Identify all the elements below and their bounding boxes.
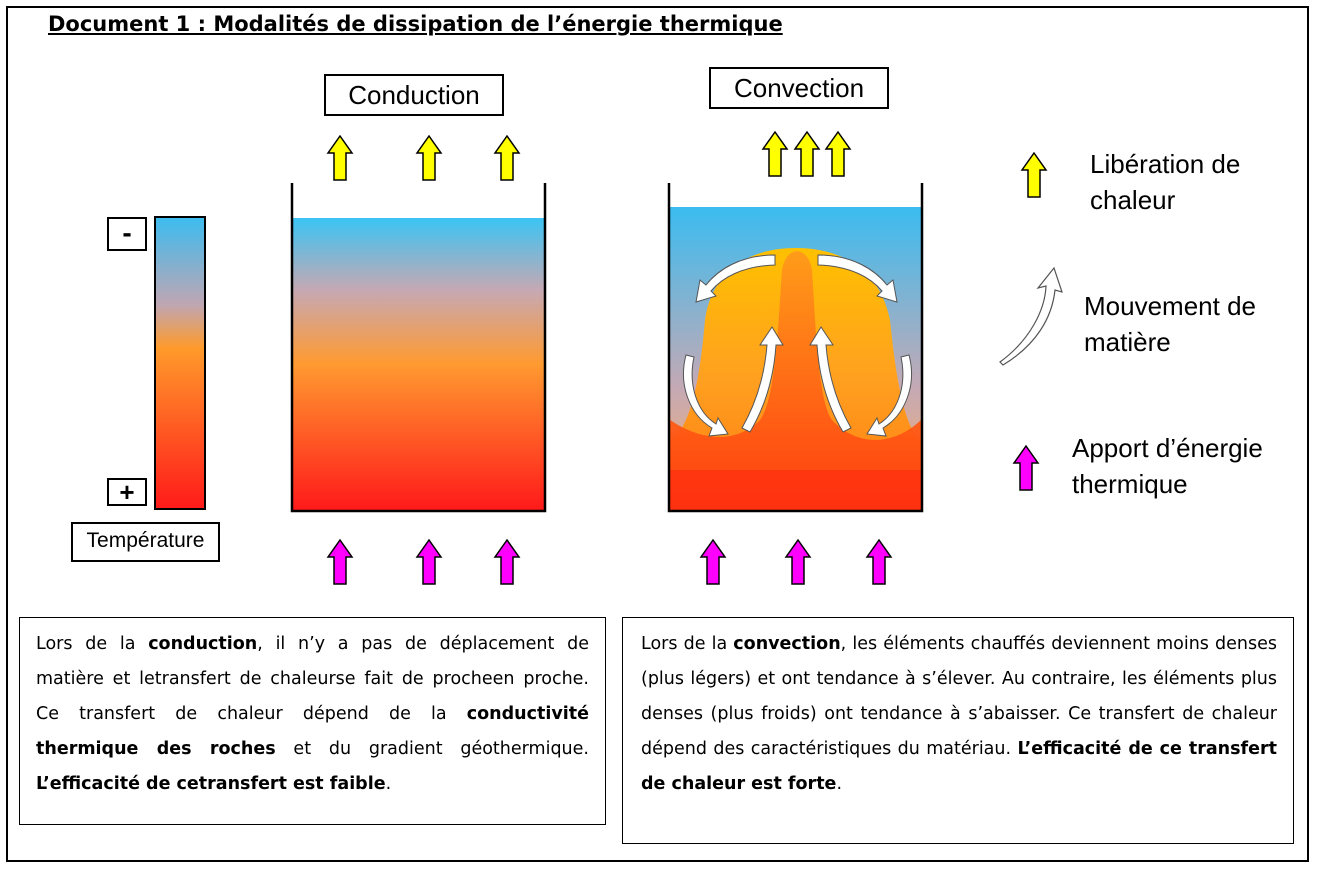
- convection-text-2: , les éléments chauffés deviennent moins denses (plus légers) et ont tendance à s’élever. Au contraire, les éléments plus denses (plus froids) ont tendance à s’abaisser. Ce transfert de chaleur dépend des caractéristiques du matériau.: [641, 634, 1277, 759]
- convection-text-1: Lors de la: [641, 634, 734, 654]
- legend-matter-movement: Mouvement de matière: [1084, 291, 1256, 357]
- conduction-text-4: .: [385, 774, 392, 794]
- temperature-minus: -: [107, 217, 147, 251]
- convection-label: Convection: [709, 67, 889, 109]
- convection-text-3: .: [836, 774, 843, 794]
- conduction-text-bold-2: conductivité thermique des roches: [36, 704, 589, 759]
- temperature-label: Température: [71, 522, 220, 562]
- convection-text-bold-2: L’efficacité de ce transfert de chaleur est forte: [641, 739, 1277, 794]
- document-title: Document 1 : Modalités de dissipation de l’énergie thermique: [48, 12, 783, 36]
- convection-fill: [670, 207, 921, 510]
- conduction-text-bold-1: conduction: [148, 634, 258, 654]
- conduction-text-bold-3: L’efficacité de cetransfert est faible: [36, 774, 386, 794]
- temperature-bar: [155, 217, 205, 509]
- conduction-text-1: Lors de la: [36, 634, 149, 654]
- convection-description: [622, 617, 1294, 844]
- legend-movement-icon: [1000, 268, 1062, 365]
- legend-heat-release: Libération de chaleur: [1090, 149, 1241, 215]
- conduction-description: [19, 617, 606, 825]
- conduction-text-3: et du gradient géothermique.: [275, 739, 589, 759]
- conduction-text-2: , il n’y a pas de déplacement de matière et letransfert de chaleurse fait de procheen proche. Ce transfert de chaleur dépend de la: [36, 634, 589, 724]
- legend-energy-input: Apport d’énergie thermique: [1072, 433, 1263, 499]
- conduction-label: Conduction: [324, 74, 504, 116]
- temperature-plus: +: [107, 478, 147, 506]
- conduction-fill: [293, 218, 544, 510]
- convection-text-bold-1: convection: [733, 634, 841, 654]
- heat-release-arrows: [328, 132, 1046, 197]
